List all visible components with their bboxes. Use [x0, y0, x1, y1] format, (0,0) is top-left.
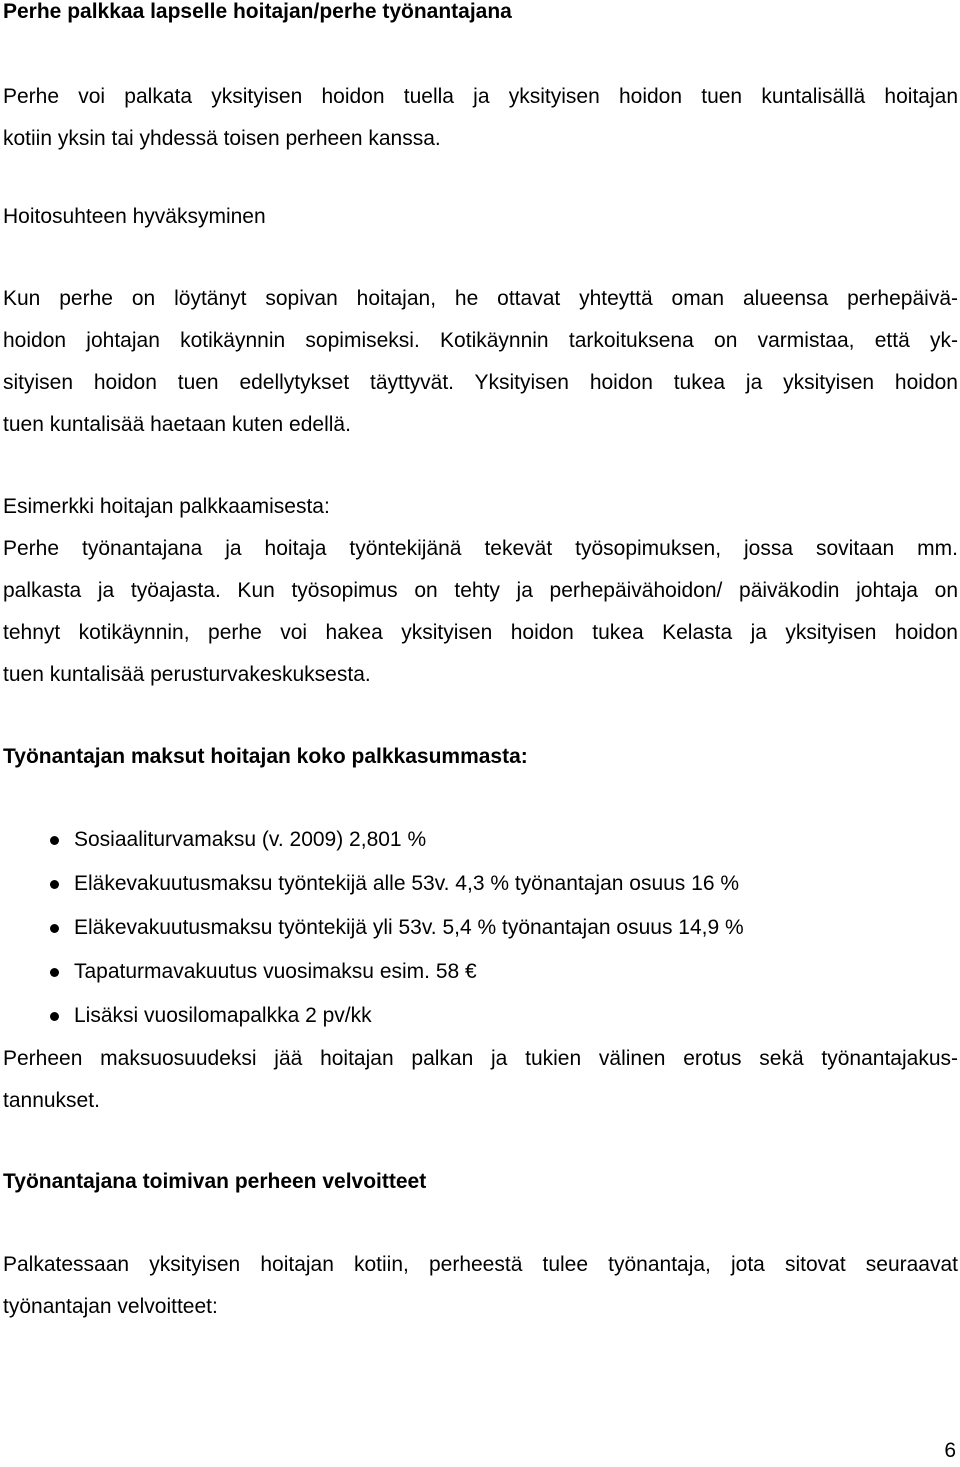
list-item-text: Eläkevakuutusmaksu työntekijä yli 53v. 5,4 % työnantajan osuus 14,9 %	[74, 916, 744, 939]
list-item-text: Lisäksi vuosilomapalkka 2 pv/kk	[74, 1004, 372, 1027]
paragraph-line: palkasta ja työajasta. Kun työsopimus on tehty ja perhepäivähoidon/ päiväkodin johtaja on	[3, 579, 958, 602]
list-item	[0, 906, 960, 950]
maksuosuus-paragraph	[3, 1038, 958, 1122]
paragraph-line: Kun perhe on löytänyt sopivan hoitajan, he ottavat yhteyttä oman alueensa perhepäivä-	[3, 287, 958, 310]
section-heading-velvoitteet: Työnantajana toimivan perheen velvoitteet	[3, 1170, 427, 1193]
list-item-text: Eläkevakuutusmaksu työntekijä alle 53v. 4,3 % työnantajan osuus 16 %	[74, 872, 740, 895]
paragraph-line: tehnyt kotikäynnin, perhe voi hakea yksityisen hoidon tukea Kelasta ja yksityisen hoidon	[3, 621, 958, 644]
esimerkki-paragraph	[3, 528, 958, 696]
section-heading-hoitosuhde: Hoitosuhteen hyväksyminen	[3, 205, 266, 228]
bullet-icon	[50, 1012, 59, 1021]
paragraph-line: tuen kuntalisää haetaan kuten edellä.	[3, 413, 351, 436]
bullet-icon	[50, 836, 59, 845]
intro-paragraph	[3, 76, 958, 160]
page-number: 6	[944, 1439, 956, 1462]
list-item-text: Tapaturmavakuutus vuosimaksu esim. 58 €	[74, 960, 477, 983]
page-title: Perhe palkkaa lapselle hoitajan/perhe työnantajana	[3, 0, 512, 23]
paragraph-line: Perheen maksuosuudeksi jää hoitajan palkan ja tukien välinen erotus sekä työnantajakus-	[3, 1047, 958, 1070]
bullet-icon	[50, 924, 59, 933]
paragraph-line: Palkatessaan yksityisen hoitajan kotiin, perheestä tulee työnantaja, jota sitovat seuraavat	[3, 1253, 958, 1276]
list-item	[0, 950, 960, 994]
list-item	[0, 994, 960, 1038]
intro-line: kotiin yksin tai yhdessä toisen perheen kanssa.	[3, 127, 441, 150]
bullet-icon	[50, 968, 59, 977]
paragraph-line: tannukset.	[3, 1089, 100, 1112]
paragraph-line: hoidon johtajan kotikäynnin sopimiseksi. Kotikäynnin tarkoituksena on varmistaa, että yk-	[3, 329, 958, 352]
list-item	[0, 862, 960, 906]
paragraph-line: tuen kuntalisää perusturvakeskuksesta.	[3, 663, 371, 686]
maksut-list	[0, 818, 960, 1038]
paragraph-line: työnantajan velvoitteet:	[3, 1295, 218, 1318]
bullet-icon	[50, 880, 59, 889]
list-item	[0, 818, 960, 862]
list-item-text: Sosiaaliturvamaksu (v. 2009) 2,801 %	[74, 828, 427, 851]
section-heading-maksut: Työnantajan maksut hoitajan koko palkkasummasta:	[3, 745, 528, 768]
velvoitteet-paragraph	[3, 1244, 958, 1328]
hoitosuhde-paragraph	[3, 278, 958, 446]
intro-line: Perhe voi palkata yksityisen hoidon tuella ja yksityisen hoidon tuen kuntalisällä hoitajan	[3, 85, 958, 108]
section-heading-esimerkki: Esimerkki hoitajan palkkaamisesta:	[3, 495, 330, 518]
paragraph-line: Perhe työnantajana ja hoitaja työntekijänä tekevät työsopimuksen, jossa sovitaan mm.	[3, 537, 958, 560]
paragraph-line: sityisen hoidon tuen edellytykset täyttyvät. Yksityisen hoidon tukea ja yksityisen hoidon	[3, 371, 958, 394]
